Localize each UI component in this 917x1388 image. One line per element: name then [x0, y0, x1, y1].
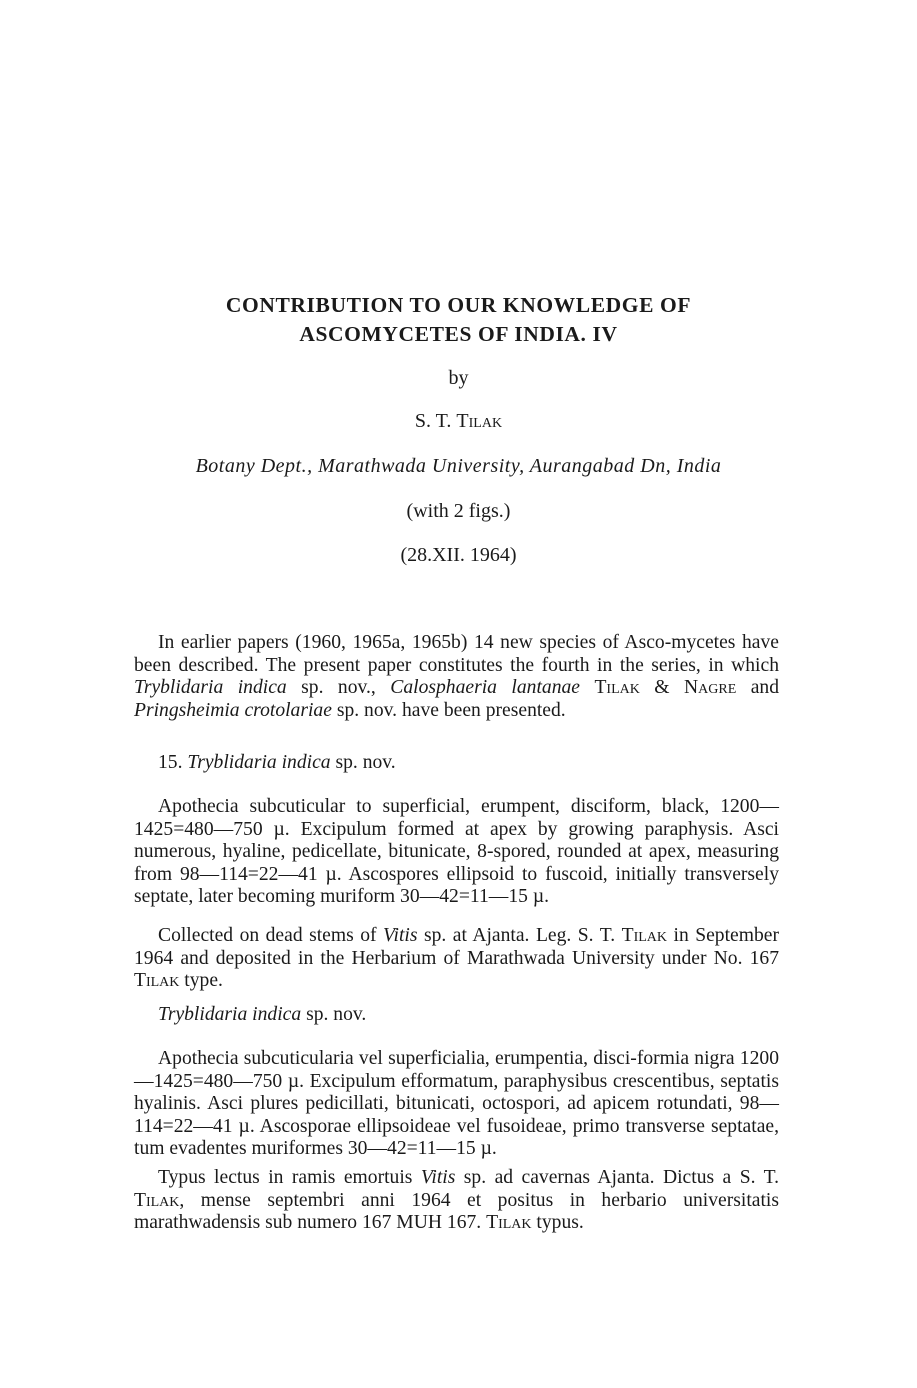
latin-description-text: Apothecia subcuticularia vel superficialia, erumpentia, disci-formia nigra 1200—1425=480—750 µ. Excipulum efformatum, paraphysibus crescentibus, septatis hyalinis. Asci plures pedicillati, bitunicati, octospori, ad apicem rotundati, 98—114=22—41 µ. Ascosporae ellipsoideae vel fusoideae, primo transverse septatae, tum evadentes muriformes 30—42=11—15 µ. [134, 1048, 779, 1159]
author-surname: Tilak [456, 410, 503, 432]
species-number: 15. [158, 752, 183, 773]
author [100, 410, 817, 433]
author-name: Tilak [594, 677, 640, 698]
species-name: Tryblidaria indica [134, 677, 287, 698]
collection-note [134, 925, 779, 993]
received-date: (28.XII. 1964) [400, 544, 517, 566]
typus-text: Typus lectus in ramis emortuis [158, 1167, 421, 1188]
intro-text: & [639, 677, 684, 698]
species-name: Calosphaeria lantanae [390, 677, 580, 698]
intro-text: sp. nov., [286, 677, 391, 698]
collection-text: in September 1964 and deposited in the Herbarium of Marathwada University under No. 167 [134, 925, 780, 969]
intro-text: sp. nov. have been presented. [331, 699, 566, 721]
latin-heading [134, 1004, 779, 1027]
title-line-2: ASCOMYCETES OF INDIA. IV [299, 322, 618, 346]
collector-name: Tilak [486, 1212, 532, 1233]
typus-note [134, 1167, 779, 1235]
host-name: Vitis [383, 925, 418, 946]
intro-text [580, 677, 594, 698]
collection-text: type. [179, 970, 223, 991]
species-name: Tryblidaria indica [187, 752, 331, 773]
typus-text: typus. [531, 1212, 584, 1233]
intro-paragraph [134, 632, 779, 722]
host-name: Vitis [420, 1167, 456, 1188]
byline: by [448, 367, 469, 389]
collector-name: Tilak [621, 925, 668, 946]
typus-text: , mense septembri anni 1964 et positus in herbario universitatis marathwadensis sub numero 167 MUH 167. [134, 1189, 779, 1233]
paper-title [150, 291, 767, 349]
description-text: Apothecia subcuticular to superficial, erumpent, disciform, black, 1200—1425=480—750 µ. Excipulum formed at apex by growing paraphysis. Asci numerous, hyaline, pedicellate, bitunicate, 8-spored, rounded at apex, measuring from 98—114=22—41 µ. Ascospores ellipsoid to fuscoid, initially transversely septate, later becoming muriform 30—42=11—15 µ. [134, 796, 779, 907]
species-name: Tryblidaria indica [158, 1004, 302, 1025]
collection-text: sp. at Ajanta. Leg. S. T. [417, 925, 622, 946]
collection-text: Collected on dead stems of [158, 925, 384, 946]
author-initials: S. T. [414, 410, 452, 432]
collector-name: Tilak [134, 970, 180, 991]
author-name: Nagre [683, 677, 737, 698]
typus-text: sp. ad cavernas Ajanta. Dictus a S. T. [455, 1167, 779, 1188]
intro-text: In earlier papers (1960, 1965a, 1965b) 14 new species of Asco-mycetes have been described. The present paper constitutes the fourth in the series, in which [134, 632, 779, 676]
title-line-1: CONTRIBUTION TO OUR KNOWLEDGE OF [225, 293, 692, 317]
species-suffix: sp. nov. [306, 1004, 367, 1025]
species-name: Pringsheimia crotolariae [134, 699, 332, 721]
figures-note: (with 2 figs.) [406, 500, 511, 522]
collector-name: Tilak [134, 1189, 180, 1211]
latin-description [134, 1048, 779, 1161]
species-suffix: sp. nov. [335, 752, 396, 773]
affiliation: Botany Dept., Marathwada University, Aurangabad Dn, India [195, 455, 722, 477]
intro-text: and [736, 677, 779, 698]
english-description [134, 796, 779, 909]
species-heading [134, 752, 779, 775]
